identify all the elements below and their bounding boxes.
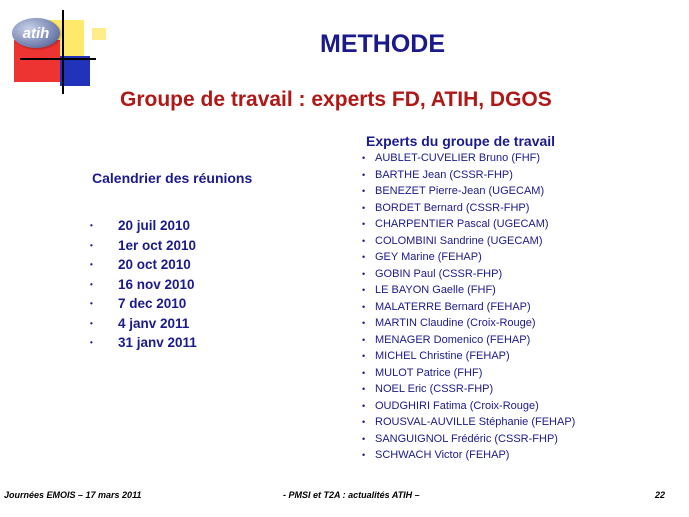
meeting-date-text: 20 juil 2010 (118, 218, 191, 233)
atih-logo-badge: atih (12, 18, 60, 48)
expert-name: MULOT Patrice (FHF) (375, 366, 483, 379)
expert-item (360, 332, 575, 349)
footer-topic: - PMSI et T2A : actualités ATIH – (283, 490, 420, 500)
meeting-date-text: 16 nov 2010 (118, 276, 195, 292)
experts-title: Experts du groupe de travail (366, 133, 556, 149)
page-number: 22 (655, 490, 666, 500)
expert-item (360, 167, 575, 184)
expert-name: MICHEL Christine (FEHAP) (375, 350, 510, 362)
bullet-icon: • (90, 299, 93, 308)
expert-name: GOBIN Paul (CSSR-FHP) (375, 267, 503, 280)
bullet-icon: • (90, 318, 93, 328)
expert-item (360, 282, 575, 299)
expert-item (360, 200, 575, 217)
expert-name: BORDET Bernard (CSSR-FHP) (375, 201, 530, 214)
expert-item (360, 266, 575, 283)
bullet-icon: • (362, 384, 366, 394)
expert-item (360, 398, 575, 415)
expert-name: ROUSVAL-AUVILLE Stéphanie (FEHAP) (375, 416, 576, 428)
bullet-icon: • (362, 169, 366, 180)
logo-square-yellow-small (92, 28, 106, 40)
bullet-icon: • (362, 153, 366, 163)
expert-item (360, 447, 575, 464)
expert-name: MENAGER Domenico (FEHAP) (375, 333, 531, 346)
bullet-icon: • (362, 318, 366, 328)
bullet-icon: • (362, 400, 366, 411)
expert-name: OUDGHIRI Fatima (Croix-Rouge) (375, 399, 539, 412)
expert-name: NOEL Eric (CSSR-FHP) (375, 383, 494, 395)
meeting-date (88, 333, 197, 353)
bullet-icon: • (362, 351, 366, 361)
expert-name: LE BAYON Gaelle (FHF) (375, 284, 496, 296)
expert-item (360, 249, 575, 266)
bullet-icon: • (90, 260, 93, 269)
expert-item (360, 431, 575, 448)
meeting-date (88, 275, 197, 295)
meeting-date (88, 294, 197, 314)
expert-item (360, 150, 575, 167)
expert-item (360, 216, 575, 233)
bullet-icon: • (90, 240, 93, 250)
expert-name: SANGUIGNOL Frédéric (CSSR-FHP) (375, 432, 558, 445)
expert-item (360, 414, 575, 431)
meeting-date-text: 20 oct 2010 (118, 257, 191, 272)
meeting-date-text: 1er oct 2010 (118, 237, 197, 253)
meeting-date (88, 216, 197, 236)
slide-subtitle: Groupe de travail : experts FD, ATIH, DGOS (120, 88, 552, 111)
expert-item (360, 183, 575, 200)
slide-title: METHODE (320, 30, 445, 58)
expert-item (360, 348, 575, 365)
expert-name: GEY Marine (FEHAP) (375, 251, 482, 263)
bullet-icon: • (90, 338, 93, 347)
expert-name: BENEZET Pierre-Jean (UGECAM) (375, 185, 545, 197)
expert-name: COLOMBINI Sandrine (UGECAM) (375, 234, 543, 247)
expert-name: AUBLET-CUVELIER Bruno (FHF) (375, 152, 541, 164)
expert-name: MARTIN Claudine (Croix-Rouge) (375, 317, 536, 329)
logo-horizontal-line (20, 58, 96, 60)
expert-item (360, 365, 575, 382)
bullet-icon: • (362, 219, 366, 229)
calendar-title: Calendrier des réunions (92, 170, 253, 186)
experts-list (360, 150, 575, 464)
bullet-icon: • (362, 367, 366, 378)
expert-item (360, 299, 575, 316)
footer-event: Journées EMOIS – 17 mars 2011 (4, 490, 142, 500)
bullet-icon: • (362, 235, 366, 246)
expert-item (360, 381, 575, 398)
logo (0, 0, 110, 100)
bullet-icon: • (362, 285, 366, 295)
meeting-dates-list (88, 216, 197, 353)
logo-vertical-line (62, 10, 64, 94)
bullet-icon: • (362, 268, 366, 279)
meeting-date (88, 236, 197, 256)
meeting-date (88, 314, 197, 334)
bullet-icon: • (362, 186, 366, 196)
bullet-icon: • (362, 433, 366, 444)
expert-name: CHARPENTIER Pascal (UGECAM) (375, 218, 549, 230)
meeting-date-text: 7 dec 2010 (118, 296, 187, 311)
bullet-icon: • (362, 417, 366, 427)
meeting-date (88, 255, 197, 275)
bullet-icon: • (362, 301, 366, 312)
expert-name: BARTHE Jean (CSSR-FHP) (375, 168, 513, 181)
logo-square-blue (60, 56, 90, 86)
expert-name: MALATERRE Bernard (FEHAP) (375, 300, 531, 313)
meeting-date-text: 31 janv 2011 (118, 335, 197, 350)
expert-item (360, 315, 575, 332)
bullet-icon: • (362, 202, 366, 213)
expert-item (360, 233, 575, 250)
bullet-icon: • (362, 252, 366, 262)
bullet-icon: • (90, 221, 93, 230)
meeting-date-text: 4 janv 2011 (118, 315, 190, 331)
bullet-icon: • (362, 334, 366, 345)
bullet-icon: • (90, 279, 93, 289)
bullet-icon: • (362, 450, 366, 460)
expert-name: SCHWACH Victor (FEHAP) (375, 449, 510, 461)
